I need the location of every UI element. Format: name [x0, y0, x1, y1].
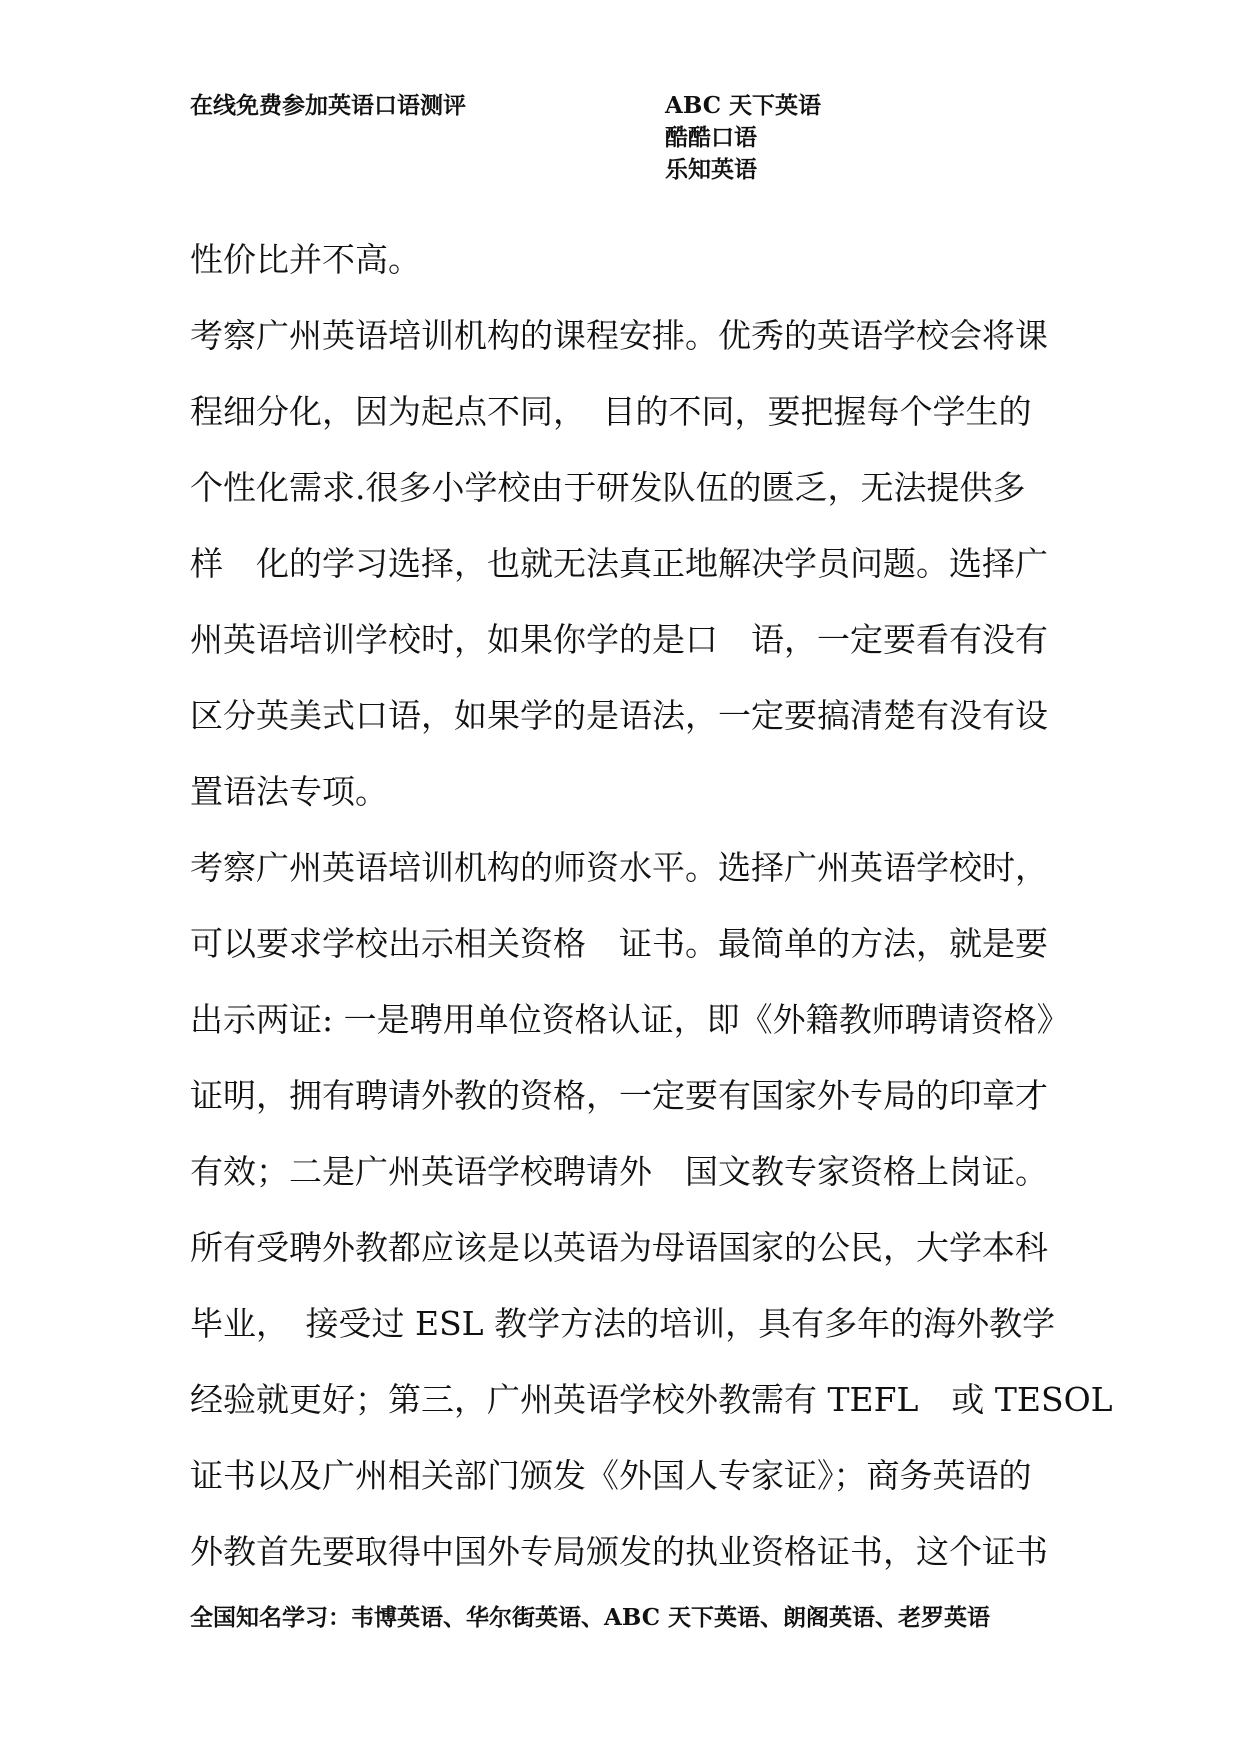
body-line: 个性化需求.很多小学校由于研发队伍的匮乏，无法提供多 [190, 468, 1026, 507]
header-link-kuku[interactable]: 酷酷口语 [665, 124, 757, 151]
header-links [665, 90, 821, 186]
body-line: 置语法专项。 [190, 772, 388, 811]
body-line: 州英语培训学校时，如果你学的是口 语，一定要看有没有 [190, 620, 1048, 659]
body-line: 出示两证: 一是聘用单位资格认证，即《外籍教师聘请资格》 [190, 1000, 1070, 1039]
body-line: 所有受聘外教都应该是以英语为母语国家的公民，大学本科 [190, 1228, 1048, 1267]
body-line: 样 化的学习选择，也就无法真正地解决学员问题。选择广 [190, 544, 1048, 583]
body-line: 性价比并不高。 [190, 240, 421, 279]
body-line: 考察广州英语培训机构的师资水平。选择广州英语学校时， [190, 848, 1048, 887]
body-line: 毕业， 接受过 ESL 教学方法的培训，具有多年的海外教学 [190, 1304, 1056, 1343]
body-line: 考察广州英语培训机构的课程安排。优秀的英语学校会将课 [190, 316, 1048, 355]
article-body [190, 222, 1113, 1590]
body-line: 经验就更好；第三，广州英语学校外教需有 TEFL 或 TESOL [190, 1380, 1113, 1419]
body-line: 区分英美式口语，如果学的是语法，一定要搞清楚有没有设 [190, 696, 1048, 735]
body-line: 证书以及广州相关部门颁发《外国人专家证》；商务英语的 [190, 1456, 1032, 1495]
body-line: 可以要求学校出示相关资格 证书。最简单的方法，就是要 [190, 924, 1048, 963]
header-link-lezhi[interactable]: 乐知英语 [665, 156, 757, 183]
body-line: 有效；二是广州英语学校聘请外 国文教专家资格上岗证。 [190, 1152, 1048, 1191]
body-line: 证明，拥有聘请外教的资格，一定要有国家外专局的印章才 [190, 1076, 1048, 1115]
body-line: 外教首先要取得中国外专局颁发的执业资格证书，这个证书 [190, 1532, 1048, 1571]
header-promo-text: 在线免费参加英语口语测评 [190, 92, 466, 119]
body-line: 程细分化，因为起点不同， 目的不同，要把握每个学生的 [190, 392, 1032, 431]
header-link-abc[interactable]: ABC 天下英语 [665, 92, 822, 119]
footer-text: 全国知名学习：韦博英语、华尔街英语、ABC 天下英语、朗阁英语、老罗英语 [190, 1604, 991, 1631]
